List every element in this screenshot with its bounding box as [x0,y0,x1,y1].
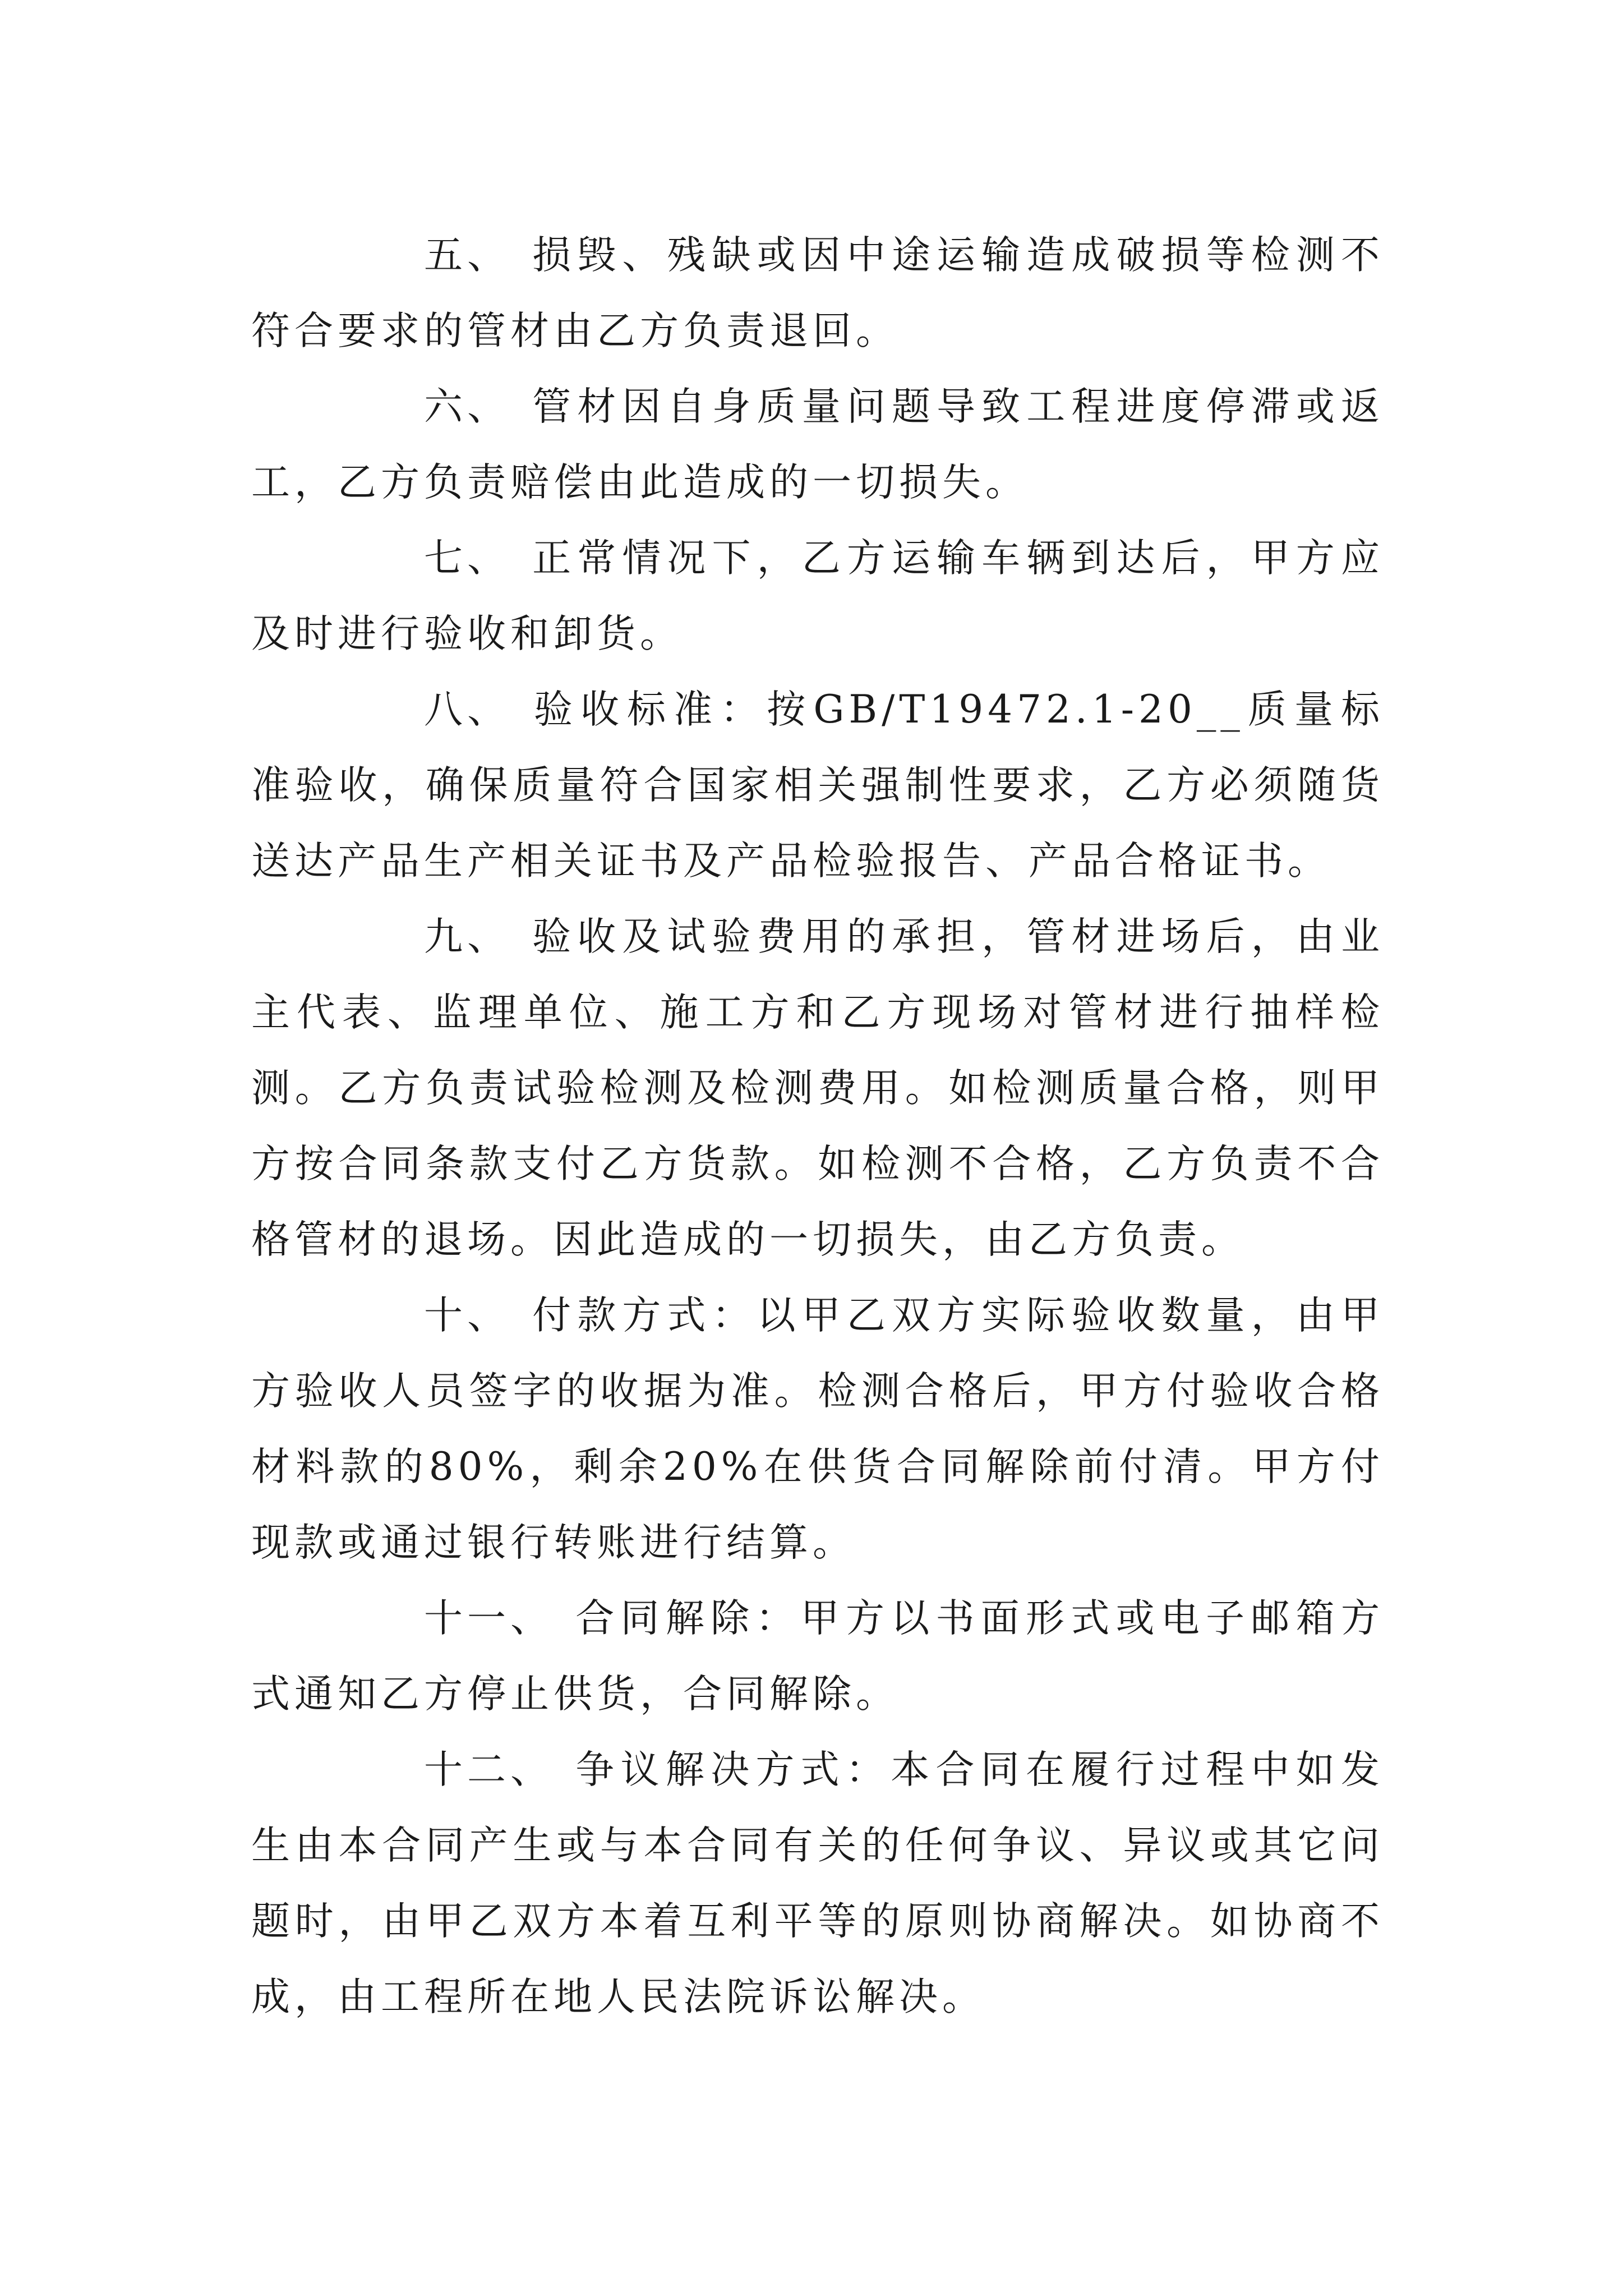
clause-number: 十、 [424,1293,510,1338]
clause-12 [251,1732,1384,2035]
clause-text: 正常情况下，乙方运输车辆到达后，甲方应及时进行验收和卸货。 [251,536,1384,656]
clause-8 [251,672,1384,899]
clause-number: 七、 [424,536,510,581]
clause-text: 损毁、残缺或因中途运输造成破损等检测不符合要求的管材由乙方负责退回。 [251,233,1384,353]
clause-text: 验收标准：按GB/T19472.1-20__质量标准验收，确保质量符合国家相关强制性要求，乙方必须随货送达产品生产相关证书及产品检验报告、产品合格证书。 [251,687,1384,884]
clause-text: 验收及试验费用的承担，管材进场后，由业主代表、监理单位、施工方和乙方现场对管材进行抽样检测。乙方负责试验检测及检测费用。如检测质量合格，则甲方按合同条款支付乙方货款。如检测不合格，乙方负责不合格管材的退场。因此造成的一切损失，由乙方负责。 [251,914,1384,1262]
clause-text: 争议解决方式：本合同在履行过程中如发生由本合同产生或与本合同有关的任何争议、异议或其它问题时，由甲乙双方本着互利平等的原则协商解决。如协商不成，由工程所在地人民法院诉讼解决。 [251,1747,1384,2019]
clause-6 [251,369,1384,521]
clause-number: 十一、 [424,1596,554,1641]
clause-10 [251,1278,1384,1581]
clause-number: 八、 [424,687,510,732]
clause-number: 九、 [424,914,510,959]
clause-7 [251,521,1384,672]
clause-number: 十二、 [424,1747,554,1792]
clause-number: 五、 [424,233,510,278]
contract-body [251,218,1384,2035]
clause-5 [251,218,1384,369]
clause-text: 付款方式：以甲乙双方实际验收数量，由甲方验收人员签字的收据为准。检测合格后，甲方付验收合格材料款的80%，剩余20%在供货合同解除前付清。甲方付现款或通过银行转账进行结算。 [251,1293,1384,1565]
clause-text: 合同解除：甲方以书面形式或电子邮箱方式通知乙方停止供货，合同解除。 [251,1596,1384,1717]
clause-number: 六、 [424,384,510,429]
clause-11 [251,1581,1384,1732]
clause-text: 管材因自身质量问题导致工程进度停滞或返工，乙方负责赔偿由此造成的一切损失。 [251,384,1384,505]
clause-9 [251,899,1384,1278]
